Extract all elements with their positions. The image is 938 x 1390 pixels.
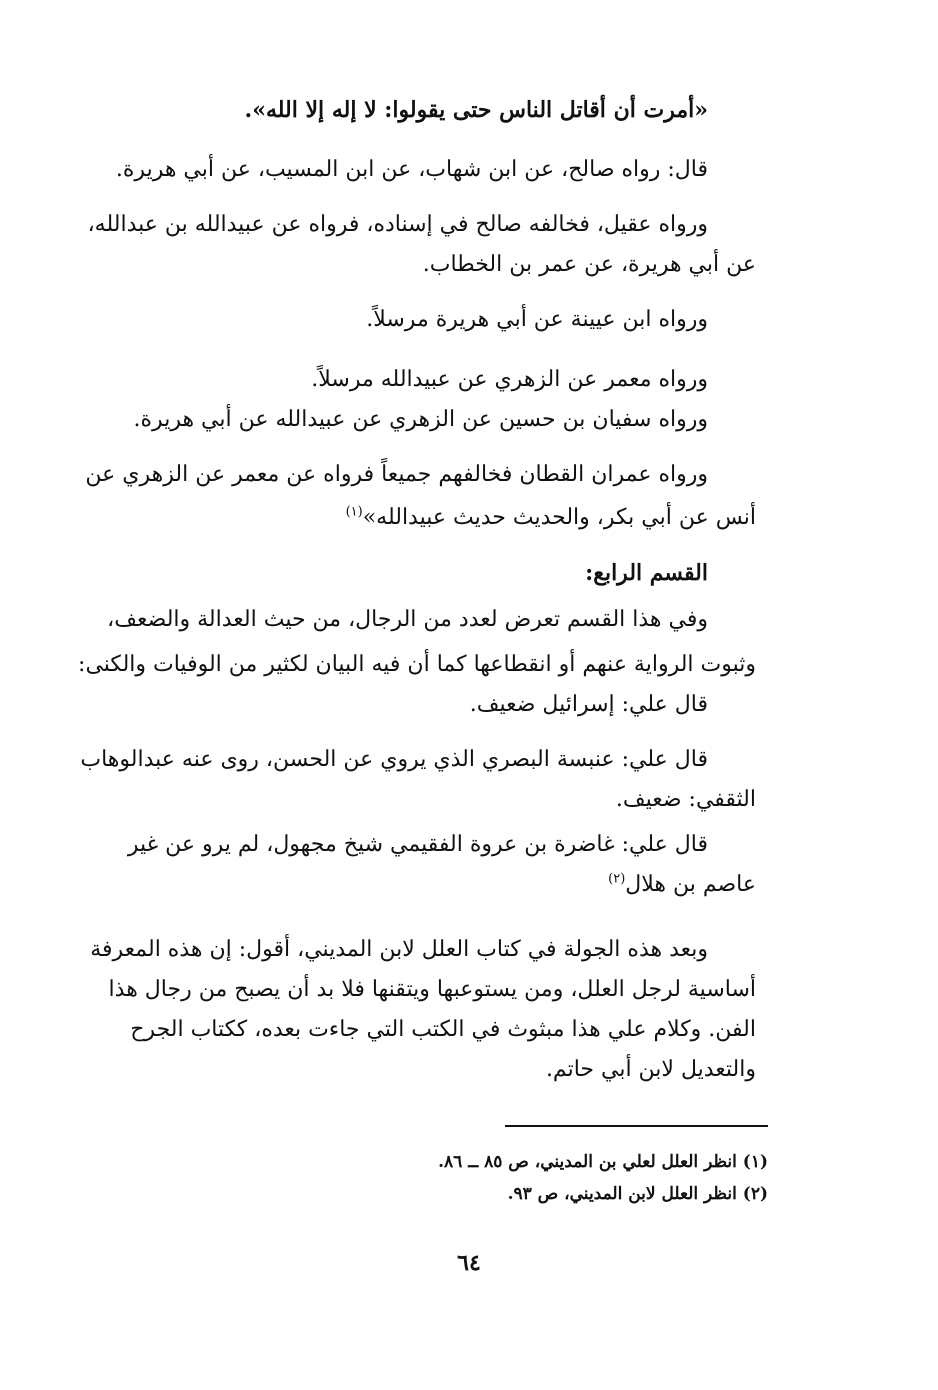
text-line: [109, 975, 756, 1005]
line-text: والتعديل لابن أبي حاتم.: [545, 1057, 756, 1082]
line-text: «أمرت أن أقاتل الناس حتى يقولوا: لا إله إلا الله».: [244, 97, 708, 123]
text-line: [616, 785, 756, 815]
footnote-marker: (١): [345, 504, 363, 520]
text-line: [80, 745, 708, 775]
line-text: قال علي: إسرائيل ضعيف.: [469, 692, 708, 717]
text-line: [128, 830, 708, 860]
line-text: ورواه عمران القطان فخالفهم جميعاً فرواه عن معمر عن الزهري عن: [85, 462, 708, 487]
text-line: [470, 690, 708, 720]
text-line: [116, 155, 708, 185]
text-line: [107, 605, 708, 635]
line-text: قال علي: عنبسة البصري الذي يروي عن الحسن، روى عنه عبدالوهاب: [80, 747, 708, 772]
page-number: ٦٤: [457, 1250, 481, 1276]
text-line: [90, 935, 708, 965]
line-text: قال: رواه صالح، عن ابن شهاب، عن ابن المسيب، عن أبي هريرة.: [115, 157, 708, 182]
text-line: [546, 1055, 756, 1085]
text-line: [245, 95, 708, 125]
line-text: أساسية لرجل العلل، ومن يستوعبها ويتقنها فلا بد أن يصبح من رجال هذا: [108, 977, 756, 1002]
text-line: [346, 503, 756, 533]
text-line: [423, 250, 756, 280]
text-line: [78, 650, 756, 680]
line-text: ورواه سفيان بن حسين عن الزهري عن عبيدالله عن أبي هريرة.: [133, 407, 708, 432]
line-text: (٢) انظر العلل لابن المديني، ص ٩٣.: [507, 1184, 768, 1204]
footnote-marker: (٢): [608, 871, 626, 887]
text-line: [85, 460, 708, 490]
line-text: القسم الرابع:: [585, 560, 708, 586]
line-text: ورواه عقيل، فخالفه صالح في إسناده، فرواه عن عبيدالله بن عبدالله،: [87, 212, 708, 237]
line-text: ورواه معمر عن الزهري عن عبيدالله مرسلاً.: [311, 367, 708, 392]
line-text: ورواه ابن عيينة عن أبي هريرة مرسلاً.: [366, 307, 708, 332]
text-line: [134, 405, 708, 435]
text-line: [88, 210, 708, 240]
line-text: الثقفي: ضعيف.: [615, 787, 756, 812]
line-text: عاصم بن هلال: [625, 872, 756, 897]
text-line: [585, 558, 708, 588]
line-text: الفن. وكلام علي هذا مبثوث في الكتب التي جاءت بعده، ككتاب الجرح: [130, 1017, 756, 1042]
text-line: [130, 1015, 756, 1045]
line-text: قال علي: غاضرة بن عروة الفقيمي شيخ مجهول، لم يرو عن غير: [127, 832, 708, 857]
footnote-line: [438, 1150, 768, 1174]
line-text: (١) انظر العلل لعلي بن المديني، ص ٨٥ ــ ٨٦.: [438, 1152, 768, 1172]
line-text: أنس عن أبي بكر، والحديث حديث عبيدالله»: [362, 505, 756, 530]
text-line: [608, 870, 756, 900]
line-text: وثبوت الرواية عنهم أو انقطاعها كما أن فيه البيان لكثير من الوفيات والكنى:: [78, 652, 756, 677]
footnote-line: [508, 1182, 768, 1206]
line-text: عن أبي هريرة، عن عمر بن الخطاب.: [422, 252, 756, 277]
line-text: وبعد هذه الجولة في كتاب العلل لابن المديني، أقول: إن هذه المعرفة: [90, 937, 708, 962]
line-text: وفي هذا القسم تعرض لعدد من الرجال، من حيث العدالة والضعف،: [107, 607, 708, 632]
text-line: [311, 365, 708, 395]
footnote-separator: [505, 1125, 768, 1127]
text-line: [366, 305, 708, 335]
